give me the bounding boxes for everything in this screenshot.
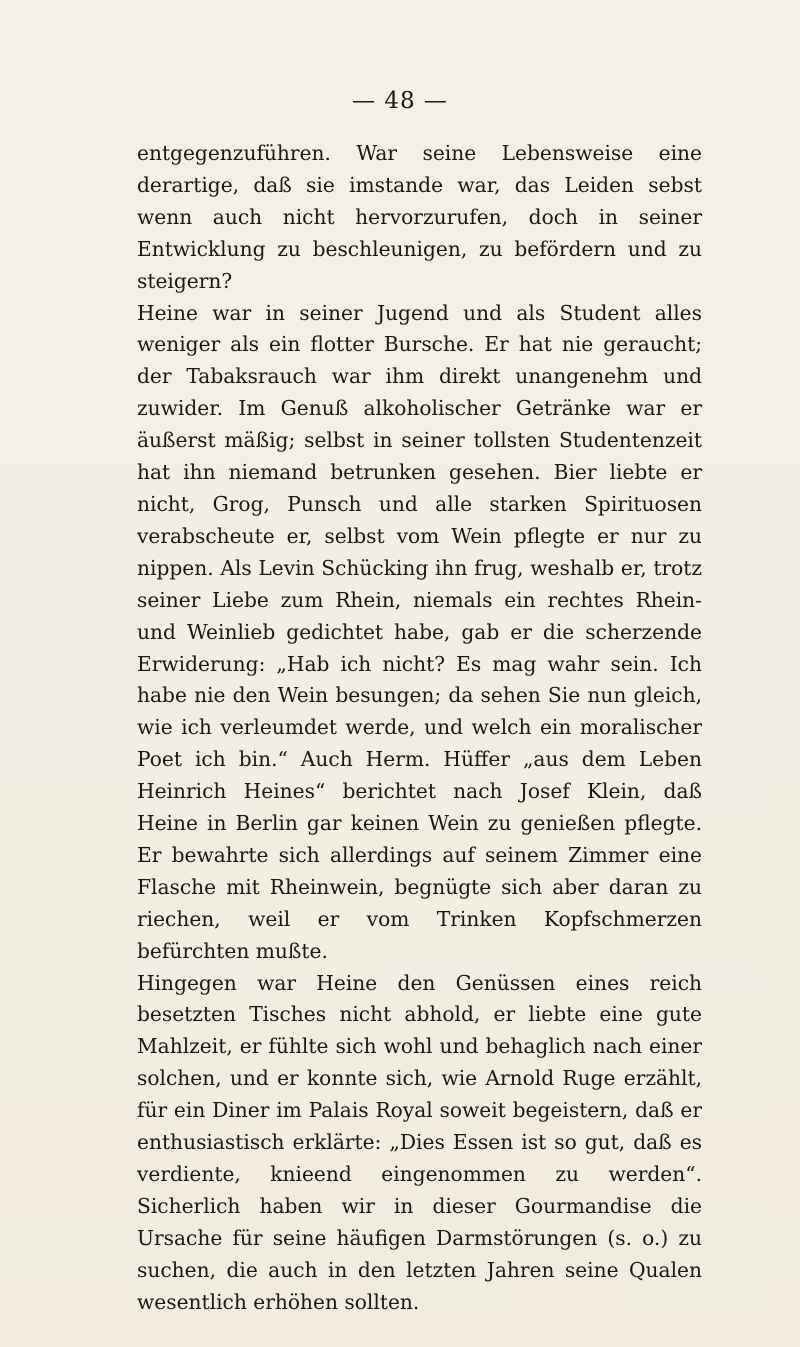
page-number: — 48 — [352, 88, 448, 114]
paragraph-3: Hingegen war Heine den Genüssen eines reich besetzten Tisches nicht abhold, er liebte eine gute Mahlzeit, er fühlte sich wohl und behaglich nach einer solchen, und er konnte sich, wie Arnold Ruge erzählt, für ein Diner im Palais Royal soweit begeistern, daß er enthusiastisch erklärte: „Dies Essen ist so gut, daß es verdiente, knieend eingenommen zu werden“. Sicherlich haben wir in dieser Gourmandise die Ursache für seine häufigen Darmstörungen (s. o.) zu suchen, die auch in den letzten Jahren seine Qualen wesentlich erhöhen sollten. [137, 970, 702, 1314]
paragraph-1: entgegenzuführen. War seine Lebensweise eine derartige, daß sie imstande war, das Leiden sebst wenn auch nicht hervorzurufen, doch in seiner Entwicklung zu beschleunigen, zu befördern und zu steigern? [137, 141, 702, 293]
paragraph-2: Heine war in seiner Jugend und als Student alles weniger als ein flotter Bursche. Er hat nie geraucht; der Tabaksrauch war ihm direkt unangenehm und zuwider. Im Genuß alkoholischer Getränke war er äußerst mäßig; selbst in seiner tollsten Studentenzeit hat ihn niemand betrunken gesehen. Bier liebte er nicht, Grog, Punsch und alle starken Spirituosen verabscheute er, selbst vom Wein pflegte er nur zu nippen. Als Levin Schücking ihn frug, weshalb er, trotz seiner Liebe zum Rhein, niemals ein rechtes Rhein- und Weinlieb gedichtet habe, gab er die scherzende Erwiderung: „Hab ich nicht? Es mag wahr sein. Ich habe nie den Wein besungen; da sehen Sie nun gleich, wie ich verleumdet werde, und welch ein moralischer Poet ich bin.“ Auch Herm. Hüffer „aus dem Leben Heinrich Heines“ berichtet nach Josef Klein, daß Heine in Berlin gar keinen Wein zu genießen pflegte. Er bewahrte sich allerdings auf seinem Zimmer eine Flasche mit Rheinwein, begnügte sich aber daran zu riechen, weil er vom Trinken Kopfschmerzen befürchten mußte. [137, 300, 702, 963]
page-text-body [137, 138, 702, 1319]
